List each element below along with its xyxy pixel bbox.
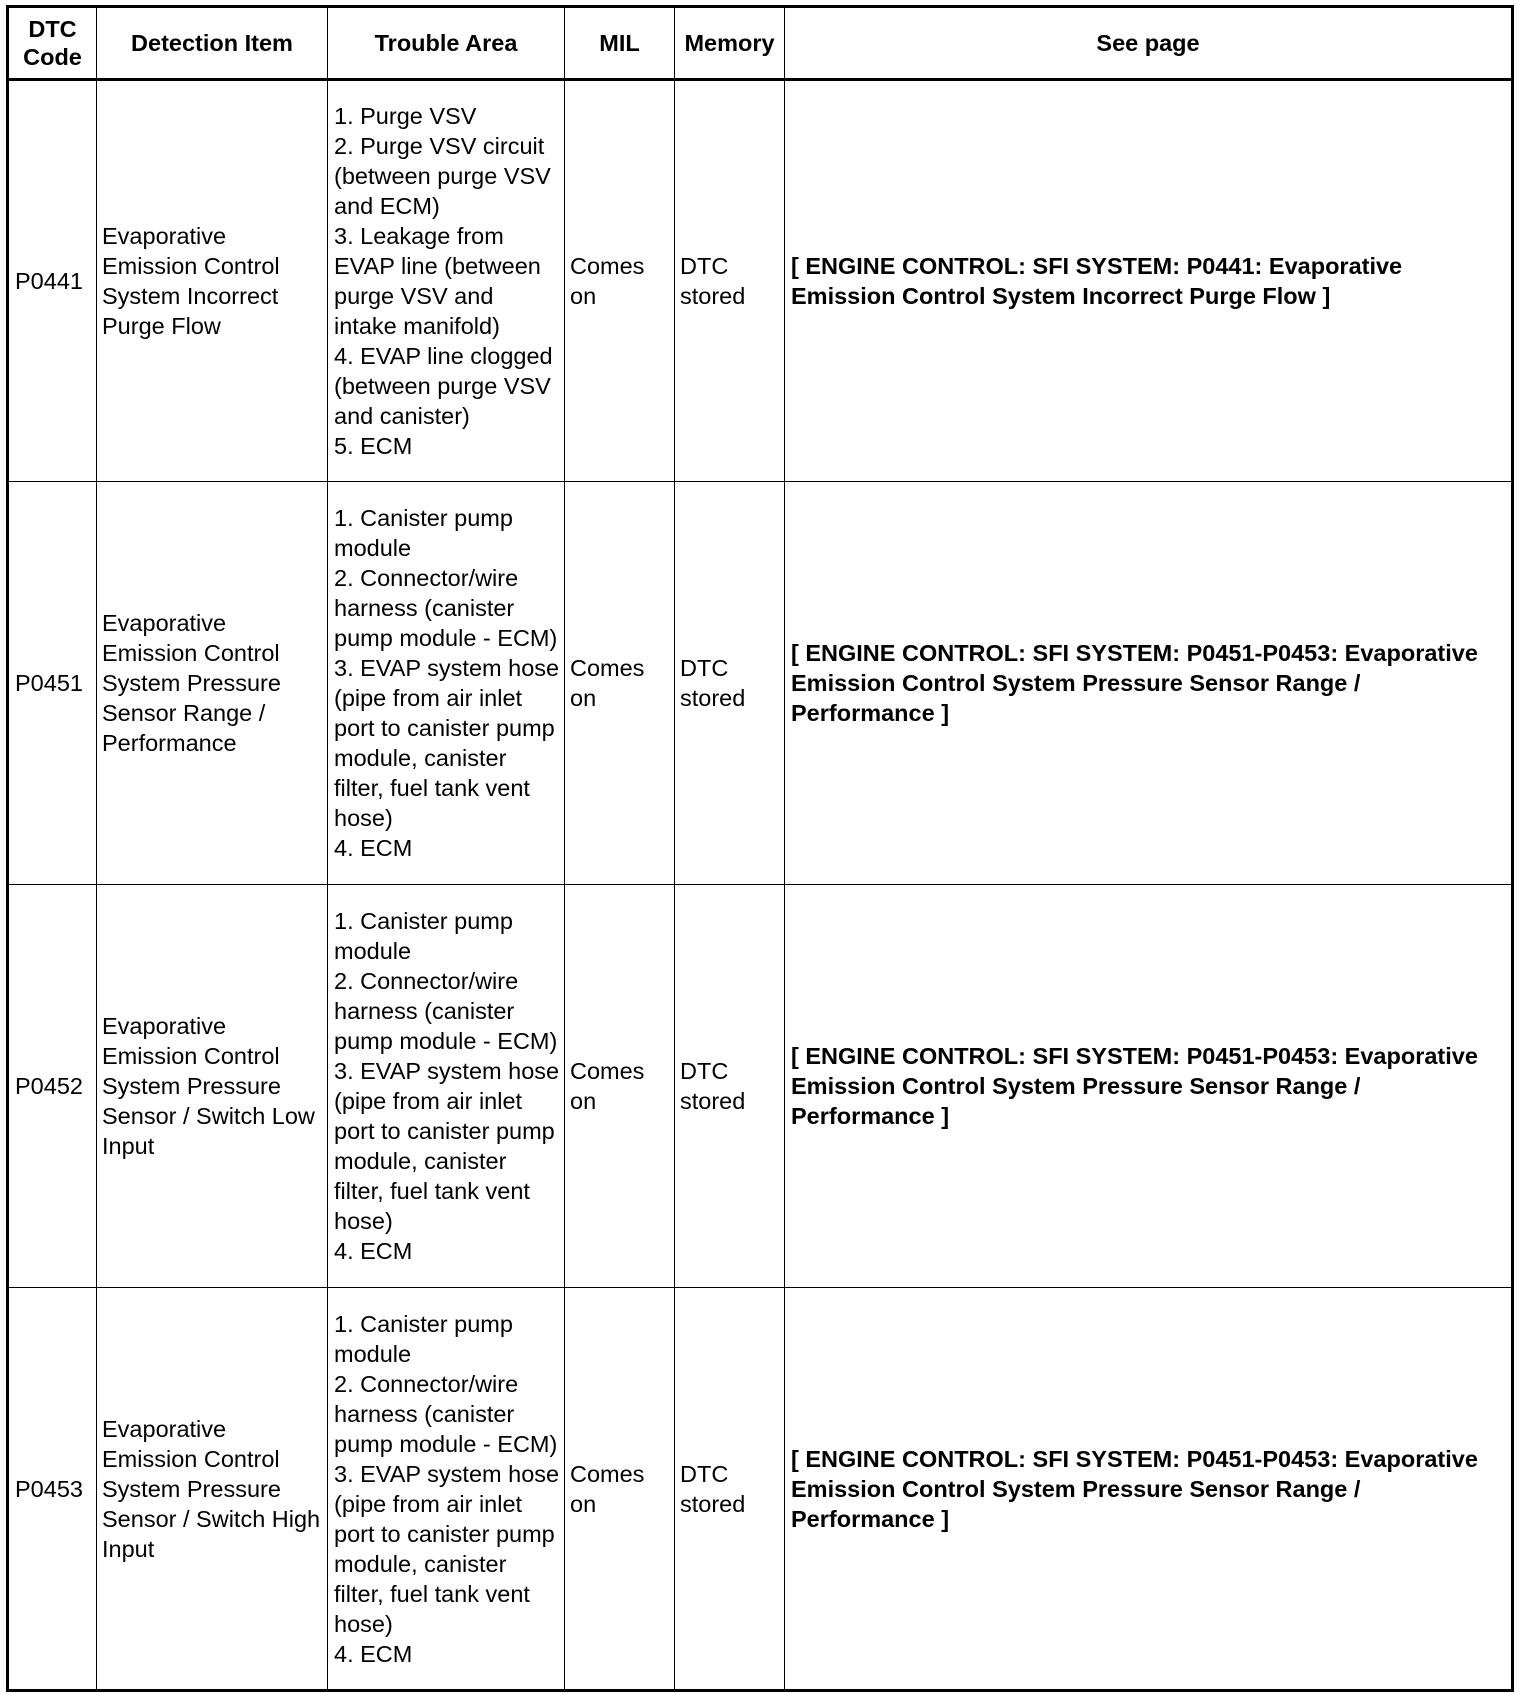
dtc-code-cell: P0452 xyxy=(8,885,97,1288)
mil-cell: Comes on xyxy=(565,80,675,482)
header-detection-item: Detection Item xyxy=(97,7,328,80)
detection-item-cell: Evaporative Emission Control System Pressure Sensor / Switch Low Input xyxy=(97,885,328,1288)
trouble-area-item: 5. ECM xyxy=(334,433,413,459)
trouble-area-item: 2. Connector/wire harness (canister pump module - ECM) xyxy=(334,565,558,651)
dtc-code-cell: P0453 xyxy=(8,1288,97,1691)
mil-cell: Comes on xyxy=(565,482,675,885)
see-page-link[interactable]: [ ENGINE CONTROL: SFI SYSTEM: P0441: Evaporative Emission Control System Incorrect Purge Flow ] xyxy=(785,80,1513,482)
trouble-area-cell xyxy=(328,1288,565,1691)
trouble-area-item: 3. EVAP system hose (pipe from air inlet port to canister pump module, canister filter, fuel tank vent hose) xyxy=(334,1058,560,1234)
memory-cell: DTC stored xyxy=(675,80,785,482)
header-memory: Memory xyxy=(675,7,785,80)
trouble-area-item: 1. Canister pump module xyxy=(334,908,513,964)
dtc-table-container xyxy=(6,5,1511,1689)
trouble-area-item: 1. Purge VSV xyxy=(334,103,477,129)
header-trouble-area: Trouble Area xyxy=(328,7,565,80)
header-mil: MIL xyxy=(565,7,675,80)
header-dtc-code-line1: DTC xyxy=(28,16,77,42)
table-row xyxy=(8,80,1513,482)
detection-item-cell: Evaporative Emission Control System Incorrect Purge Flow xyxy=(97,80,328,482)
mil-cell: Comes on xyxy=(565,885,675,1288)
see-page-link[interactable]: [ ENGINE CONTROL: SFI SYSTEM: P0451-P0453: Evaporative Emission Control System Pressure Sensor Range / Performance ] xyxy=(785,1288,1513,1691)
trouble-area-cell xyxy=(328,80,565,482)
mil-cell: Comes on xyxy=(565,1288,675,1691)
dtc-code-cell: P0441 xyxy=(8,80,97,482)
table-header-row xyxy=(8,7,1513,80)
detection-item-cell: Evaporative Emission Control System Pressure Sensor / Switch High Input xyxy=(97,1288,328,1691)
dtc-table xyxy=(6,5,1514,1692)
memory-cell: DTC stored xyxy=(675,885,785,1288)
header-dtc-code-line2: Code xyxy=(23,44,82,70)
trouble-area-item: 2. Connector/wire harness (canister pump module - ECM) xyxy=(334,968,558,1054)
dtc-code-cell: P0451 xyxy=(8,482,97,885)
trouble-area-item: 4. ECM xyxy=(334,1640,413,1667)
table-row xyxy=(8,885,1513,1288)
trouble-area-item: 4. ECM xyxy=(334,1238,413,1264)
detection-item-cell: Evaporative Emission Control System Pressure Sensor Range / Performance xyxy=(97,482,328,885)
trouble-area-item: 4. ECM xyxy=(334,835,413,861)
see-page-link[interactable]: [ ENGINE CONTROL: SFI SYSTEM: P0451-P0453: Evaporative Emission Control System Pressure Sensor Range / Performance ] xyxy=(785,885,1513,1288)
header-dtc-code xyxy=(8,7,97,80)
trouble-area-item: 3. Leakage from EVAP line (between purge VSV and intake manifold) xyxy=(334,223,541,339)
header-see-page: See page xyxy=(785,7,1513,80)
see-page-link[interactable]: [ ENGINE CONTROL: SFI SYSTEM: P0451-P0453: Evaporative Emission Control System Pressure Sensor Range / Performance ] xyxy=(785,482,1513,885)
trouble-area-item: 2. Connector/wire harness (canister pump module - ECM) xyxy=(334,1370,558,1457)
trouble-area-item: 1. Canister pump module xyxy=(334,505,513,561)
table-row xyxy=(8,1288,1513,1691)
memory-cell: DTC stored xyxy=(675,1288,785,1691)
trouble-area-item: 1. Canister pump module xyxy=(334,1310,513,1367)
table-row xyxy=(8,482,1513,885)
trouble-area-cell xyxy=(328,885,565,1288)
trouble-area-item: 2. Purge VSV circuit (between purge VSV and ECM) xyxy=(334,133,551,219)
memory-cell: DTC stored xyxy=(675,482,785,885)
trouble-area-item: 3. EVAP system hose (pipe from air inlet port to canister pump module, canister filter, fuel tank vent hose) xyxy=(334,655,560,831)
trouble-area-item: 3. EVAP system hose (pipe from air inlet port to canister pump module, canister filter, fuel tank vent hose) xyxy=(334,1460,560,1637)
trouble-area-item: 4. EVAP line clogged (between purge VSV and canister) xyxy=(334,343,553,429)
trouble-area-cell xyxy=(328,482,565,885)
